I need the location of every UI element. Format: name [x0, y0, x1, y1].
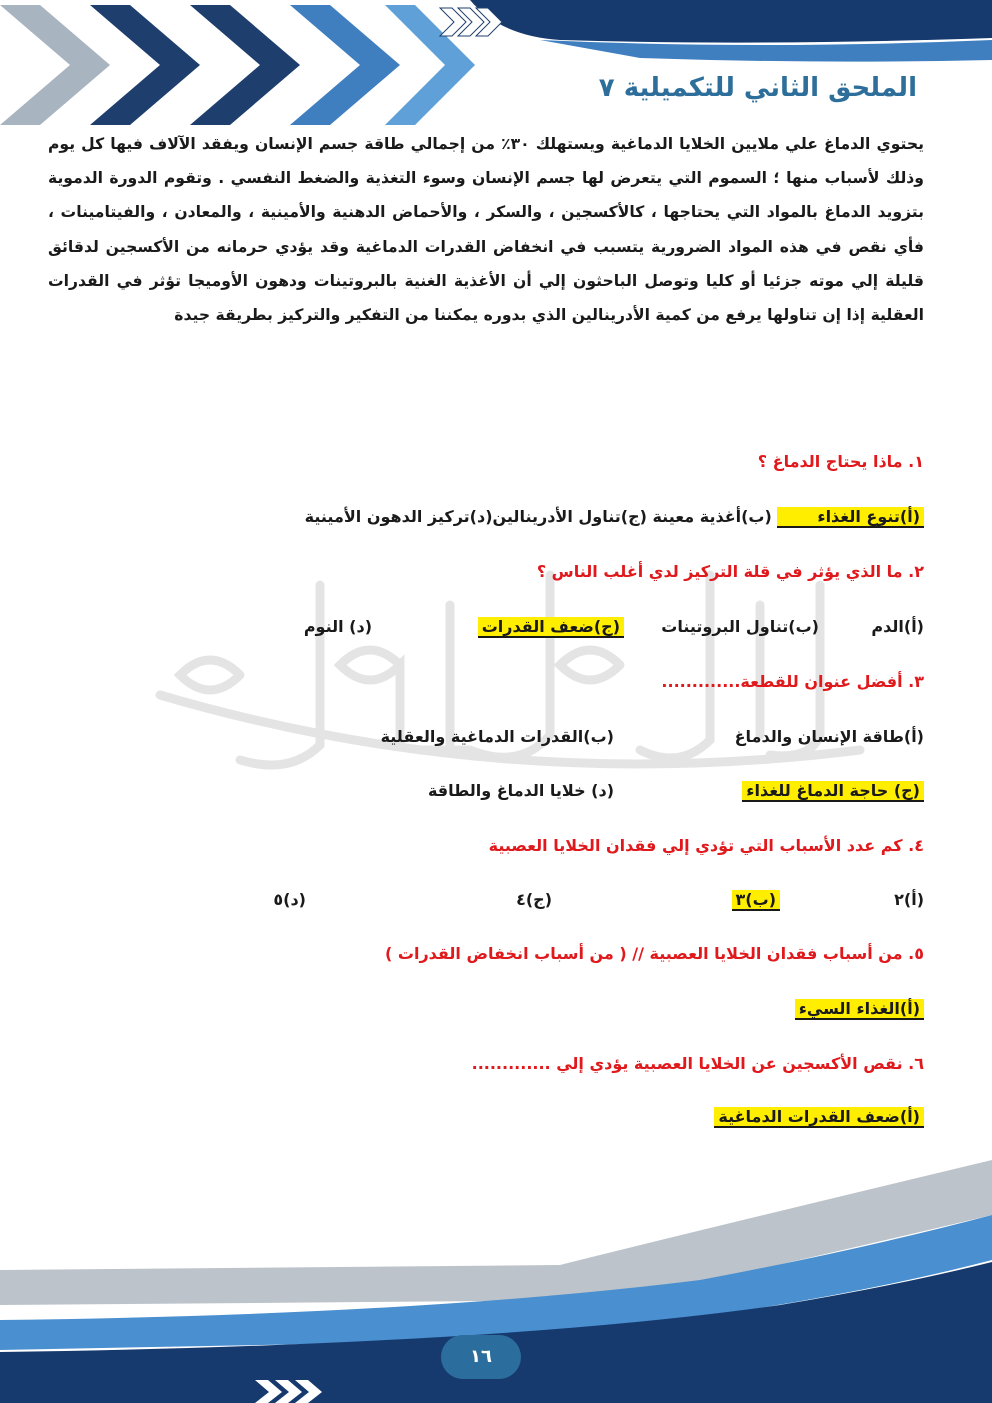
q3-option-c-answer[interactable]: (ج) حاجة الدماغ للغذاء: [742, 781, 924, 802]
question-1-options: [305, 507, 924, 526]
top-light-band: [540, 40, 992, 62]
page-title: الملحق الثاني للتكميلية ٧: [598, 73, 917, 103]
q5-answer[interactable]: (أ)الغذاء السيء: [795, 999, 924, 1020]
question-6: ٦. نقص الأكسجين عن الخلايا العصبية يؤدي إلي .............: [471, 1054, 924, 1073]
q2-option-b[interactable]: (ب)تناول البروتينات: [661, 617, 819, 636]
q6-answer[interactable]: (أ)ضعف القدرات الدماغية: [714, 1107, 924, 1128]
top-dark-band: [470, 0, 992, 43]
q1-other-options[interactable]: (ب)أغذية معينة (ج)تناول الأدرينالين(د)تركيز الدهون الأمينية: [304, 507, 778, 526]
q4-option-c[interactable]: (ج)٤: [516, 890, 552, 909]
q4-option-b-answer[interactable]: (ب)٣: [732, 890, 780, 911]
chevron-decor-icon: [190, 5, 300, 125]
page-number: ١٦: [441, 1335, 521, 1379]
question-2: ٢. ما الذي يؤثر في قلة التركيز لدي أغلب الناس ؟: [536, 562, 924, 581]
question-3: ٣. أفضل عنوان للقطعة.............: [661, 672, 924, 691]
q4-option-d[interactable]: (د)٥: [273, 890, 306, 909]
question-1: ١. ماذا يحتاج الدماغ ؟: [757, 452, 924, 471]
q4-option-a[interactable]: (أ)٢: [894, 890, 924, 909]
q1-answer-option-a[interactable]: (أ)تنوع الغذاء: [777, 507, 924, 528]
question-4: ٤. كم عدد الأسباب التي تؤدي إلي فقدان الخلايا العصبية: [488, 836, 924, 855]
q2-option-c-answer[interactable]: (ج)ضعف القدرات: [478, 617, 624, 638]
q3-option-d[interactable]: (د) خلايا الدماغ والطاقة: [427, 781, 614, 800]
q3-option-b[interactable]: (ب)القدرات الدماغية والعقلية: [380, 727, 614, 746]
reading-passage: يحتوي الدماغ علي ملايين الخلايا الدماغية ويستهلك ٣٠٪ من إجمالي طاقة جسم الإنسان ويفقد الآلاف فيها كل يوم وذلك لأسباب منها ؛ السموم التي يتعرض لها جسم الإنسان وسوء التغذية والضغط النفسي . وتقوم الدورة الدموية بتزويد الدماغ بالمواد التي يحتاجها ، كالأكسجين ، والسكر ، والأحماض الدهنية والأمينية ، والمعادن ، والفيتامينات ، فأي نقص في هذه المواد الضرورية يتسبب في انخفاض القدرات الدماغية وقد يؤدي حرمانه من الأكسجين لدقائق قليلة إلي موته جزئيا أو كليا وتوصل الباحثون إلي أن الأغذية الغنية بالبروتينات ودهون الأوميجا تؤثر في القدرات العقلية إذا إن تناولها يرفع من كمية الأدرينالين الذي بدوره يمكننا من التفكير والتركيز بطريقة جيدة: [48, 135, 924, 325]
small-chevrons-icon: [440, 8, 502, 36]
chevron-decor-icon: [0, 5, 110, 125]
signature-watermark: [120, 545, 880, 795]
q3-option-a[interactable]: (أ)طاقة الإنسان والدماغ: [734, 727, 924, 746]
question-5: ٥. من أسباب فقدان الخلايا العصبية // ( من أسباب انخفاض القدرات ): [385, 944, 924, 963]
chevron-decor-icon: [290, 5, 400, 125]
q2-option-a[interactable]: (أ)الدم: [871, 617, 924, 636]
q2-option-d[interactable]: (د) النوم: [303, 617, 372, 636]
